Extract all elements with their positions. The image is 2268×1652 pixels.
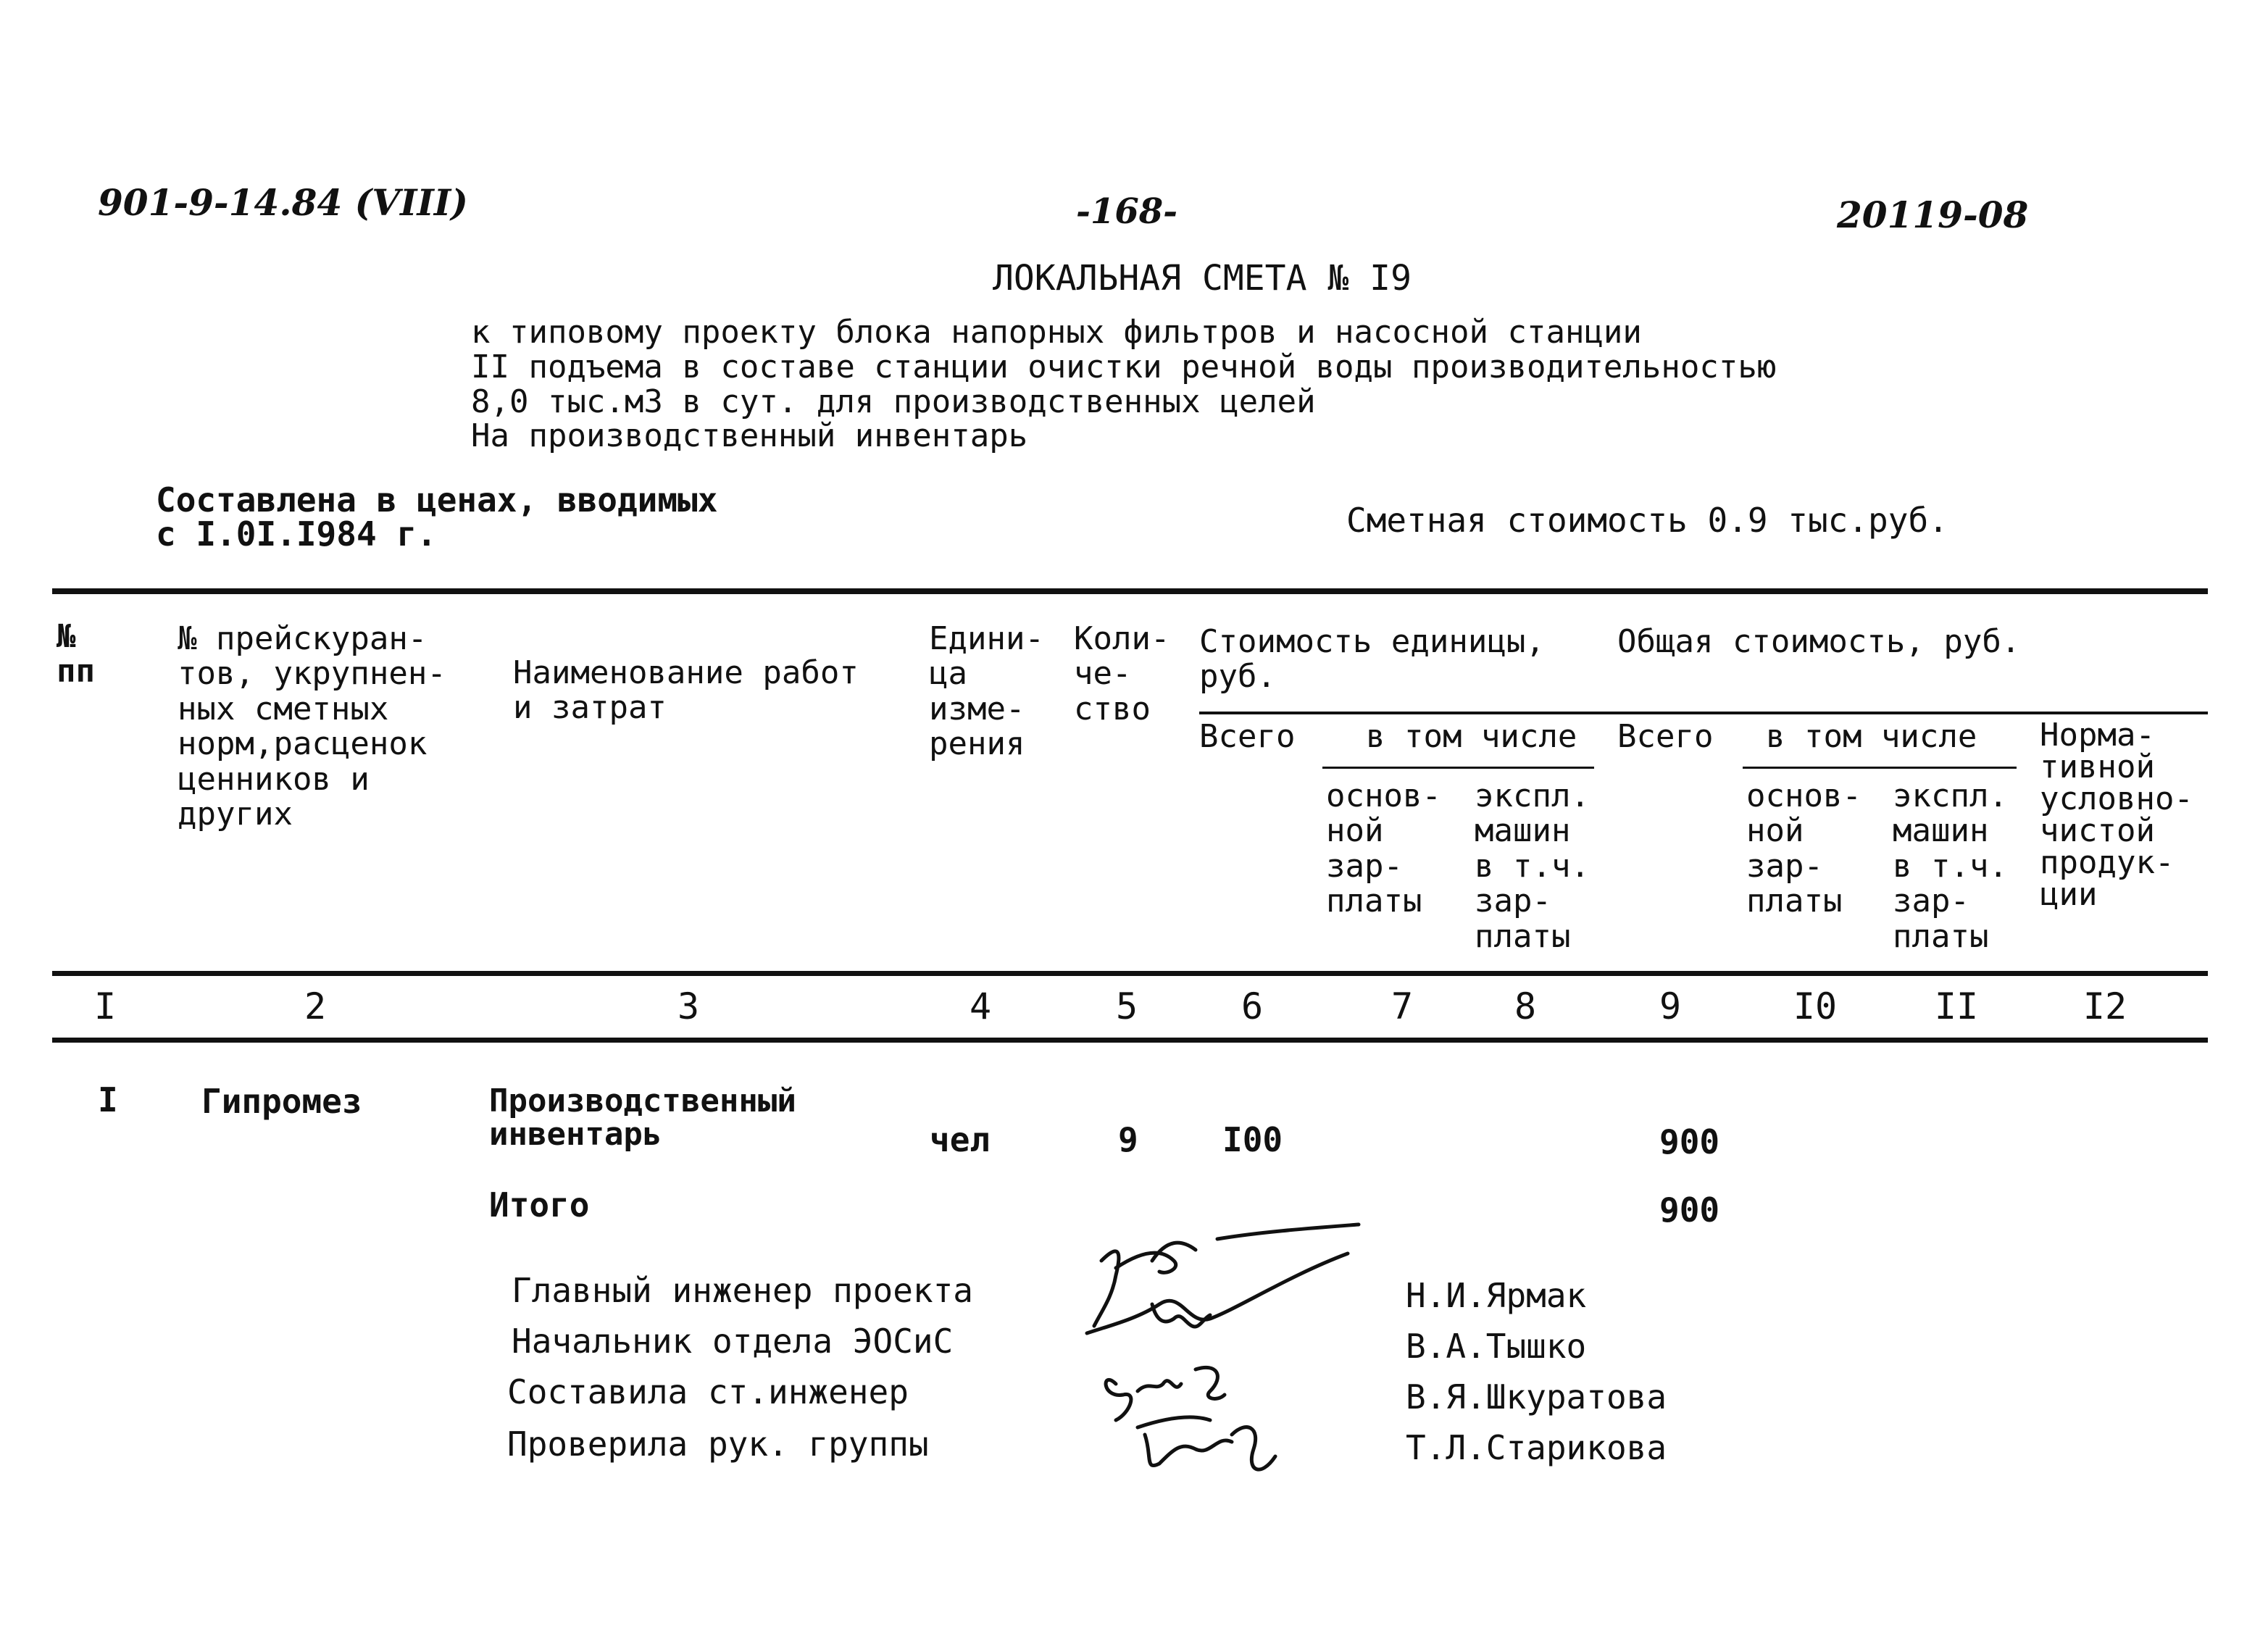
header-unit-cost: Стоимость единицы, руб. (1199, 623, 1545, 696)
header-total-machines: экспл. машин в т.ч. зар- платы (1893, 777, 2008, 955)
page-number: -168- (1076, 191, 1178, 232)
signature-role-3: Составила ст.инженер (507, 1372, 909, 1411)
header-qty: Коли- че- ство (1074, 620, 1170, 727)
column-number: 4 (969, 985, 992, 1027)
incl-rule-unit (1322, 767, 1594, 769)
column-number: 2 (304, 985, 327, 1027)
incl-rule-total (1743, 767, 2017, 769)
row-qty: 9 (1118, 1120, 1138, 1159)
signature-name-2: В.А.Тышко (1406, 1327, 1587, 1366)
column-number: I0 (1793, 985, 1838, 1027)
row-num: I (98, 1080, 118, 1119)
page-title: ЛОКАЛЬНАЯ СМЕТА № I9 (993, 258, 1412, 299)
header-num: № пп (57, 618, 95, 691)
header-norm-production: Норма- тивной условно- чистой продук- ции (2040, 717, 2193, 913)
row-price-list: Гипромез (201, 1082, 362, 1121)
subtitle-line-4: На производственный инвентарь (471, 417, 1028, 454)
subtitle-line-2: II подъема в составе станции очистки речной воды производительностью (471, 349, 1777, 385)
header-unit-cost-total: Всего (1199, 718, 1296, 755)
itogo-label: Итого (489, 1185, 590, 1225)
header-unit: Едини- ца изме- рения (929, 620, 1044, 763)
estimated-cost: Сметная стоимость 0.9 тыс.руб. (1346, 501, 1948, 540)
row-name: Производственный инвентарь (489, 1082, 796, 1154)
column-number: 6 (1241, 985, 1264, 1027)
column-numbers-rule (52, 1038, 2208, 1043)
signature-stroke-2 (1087, 1253, 1348, 1333)
header-total-total: Всего (1617, 718, 1714, 755)
signature-name-3: В.Я.Шкуратова (1406, 1377, 1667, 1417)
column-number: 3 (677, 985, 700, 1027)
signature-name-1: Н.И.Ярмак (1406, 1276, 1587, 1315)
table-top-rule (52, 588, 2208, 594)
header-total-cost: Общая стоимость, руб. (1617, 623, 2021, 660)
signature-stroke-4 (1106, 1367, 1225, 1420)
row-unit: чел (930, 1120, 991, 1159)
header-bottom-rule (52, 971, 2208, 976)
column-number: II (1934, 985, 1979, 1027)
itogo-value: 900 (1659, 1190, 1720, 1230)
header-unit-machines: экспл. машин в т.ч. зар- платы (1475, 777, 1590, 955)
header-total-incl: в том числе (1766, 718, 1977, 755)
column-number: I (93, 985, 117, 1027)
signature-name-4: Т.Л.Старикова (1406, 1428, 1667, 1467)
header-sub-rule (1199, 712, 2208, 714)
signature-stroke-5 (1138, 1417, 1275, 1469)
document-code: 901-9-14.84 (VIII) (98, 181, 468, 224)
header-unit-cost-incl: в том числе (1366, 718, 1577, 755)
archive-number: 20119-08 (1837, 193, 2029, 236)
column-number: 5 (1115, 985, 1138, 1027)
row-total: 900 (1659, 1122, 1720, 1161)
prices-note-line-2: с I.0I.I984 г. (156, 514, 437, 554)
prices-note-line-1: Составлена в ценах, вводимых (156, 480, 718, 520)
header-unit-wages: основ- ной зар- платы (1326, 777, 1441, 920)
column-number: 7 (1391, 985, 1414, 1027)
handwritten-signatures (1072, 1217, 1391, 1522)
signature-role-2: Начальник отдела ЭОСиС (512, 1322, 954, 1361)
header-name: Наименование работ и затрат (513, 654, 859, 727)
row-unit-cost: I00 (1222, 1120, 1283, 1159)
header-price-list: № прейскуран- тов, укрупнен- ных сметных норм,расценок ценников и других (178, 620, 446, 833)
subtitle-line-1: к типовому проекту блока напорных фильтров и насосной станции (471, 314, 1642, 351)
column-number: I2 (2083, 985, 2127, 1027)
subtitle-line-3: 8,0 тыс.м3 в сут. для производственных целей (471, 383, 1316, 420)
column-number: 9 (1659, 985, 1682, 1027)
signature-role-4: Проверила рук. группы (507, 1424, 929, 1464)
header-total-wages: основ- ной зар- платы (1746, 777, 1861, 920)
column-number: 8 (1514, 985, 1537, 1027)
signature-role-1: Главный инженер проекта (512, 1271, 973, 1310)
